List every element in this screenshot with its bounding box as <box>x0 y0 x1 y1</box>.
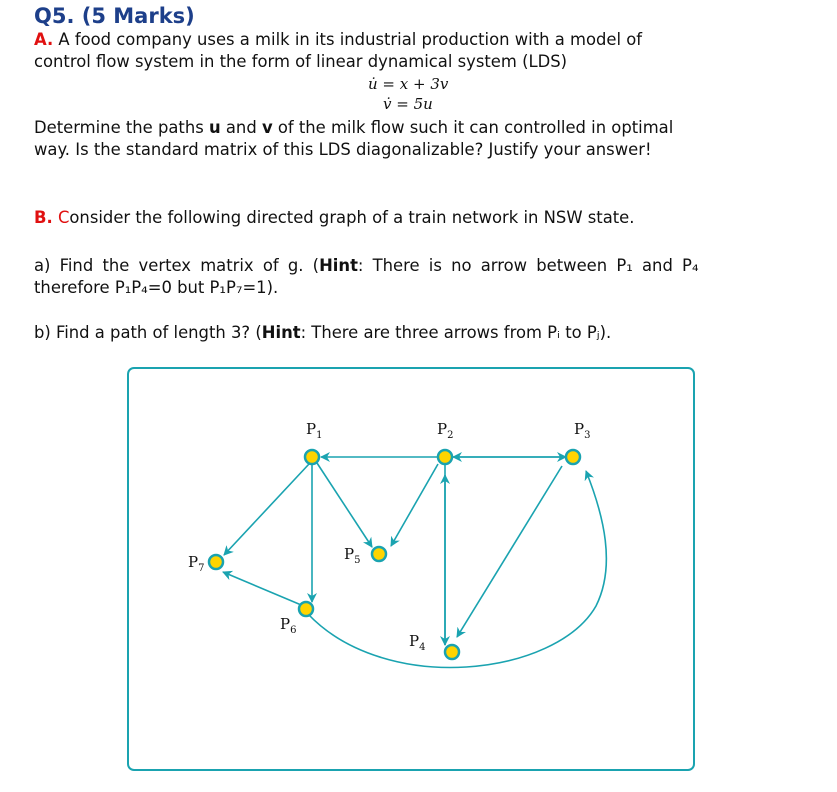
label-subscript: 2 <box>447 430 454 441</box>
part-a-line-3-post: of the milk flow such it can controlled in optimal <box>272 118 674 137</box>
equation-u-dot: u̇ = x + 3v <box>368 75 449 93</box>
question-title: Q5. (5 Marks) <box>34 4 195 28</box>
node-p4 <box>445 645 459 659</box>
part-b-b-pre: b) Find a path of length 3? ( <box>34 323 262 342</box>
node-p2 <box>438 450 452 464</box>
part-b-b-line <box>34 322 611 344</box>
node-p7 <box>209 555 223 569</box>
part-a-line-2: control flow system in the form of linear dynamical system (LDS) <box>34 52 568 71</box>
node-p3 <box>566 450 580 464</box>
part-a-line-4: way. Is the standard matrix of this LDS diagonalizable? Justify your answer! <box>34 140 652 159</box>
part-b-b-post: : There are three arrows from Pᵢ to Pⱼ). <box>300 323 612 342</box>
part-b-a-line-2: therefore P₁P₄=0 but P₁P₇=1). <box>34 278 279 297</box>
node-p5 <box>372 547 386 561</box>
train-network-graph <box>126 366 696 772</box>
label-subscript: 1 <box>316 430 323 441</box>
label-letter: P <box>188 553 199 571</box>
label-subscript: 3 <box>584 430 591 441</box>
node-p6 <box>299 602 313 616</box>
part-b-a-hint: Hint <box>319 256 358 275</box>
part-a-line-3 <box>34 117 673 139</box>
label-letter: P <box>409 632 420 650</box>
part-b-intro <box>34 207 634 229</box>
label-letter: P <box>437 420 448 438</box>
label-subscript: 7 <box>198 563 205 574</box>
part-b-a-line-1 <box>34 255 699 277</box>
label-letter: P <box>306 420 317 438</box>
part-a-label: A. <box>34 30 54 49</box>
equation-v-dot: v̇ = 5u <box>383 95 433 113</box>
graph-svg <box>126 366 696 772</box>
part-a-line-3-and: and <box>220 118 262 137</box>
path-v: v <box>261 118 273 137</box>
label-letter: P <box>280 615 291 633</box>
label-subscript: 6 <box>290 625 297 636</box>
part-a-line-1 <box>34 29 642 51</box>
node-p1 <box>305 450 319 464</box>
label-subscript: 4 <box>419 642 426 653</box>
label-letter: P <box>574 420 585 438</box>
part-b-b-hint: Hint <box>261 323 301 342</box>
part-b-intro-rest: onsider the following directed graph of a train network in NSW state. <box>69 208 635 227</box>
label-letter: P <box>344 545 355 563</box>
part-a-line-3-pre: Determine the paths <box>34 118 209 137</box>
label-subscript: 5 <box>354 555 361 566</box>
part-a-line-1-text: A food company uses a milk in its industrial production with a model of <box>53 30 643 49</box>
part-b-label: B. <box>34 208 53 227</box>
part-b-intro-c: C <box>57 208 70 227</box>
part-b-a-pre: a) Find the vertex matrix of g. ( <box>34 256 320 275</box>
part-b-a-post: : There is no arrow between P₁ and P₄ <box>357 256 699 275</box>
path-u: u <box>209 118 221 137</box>
